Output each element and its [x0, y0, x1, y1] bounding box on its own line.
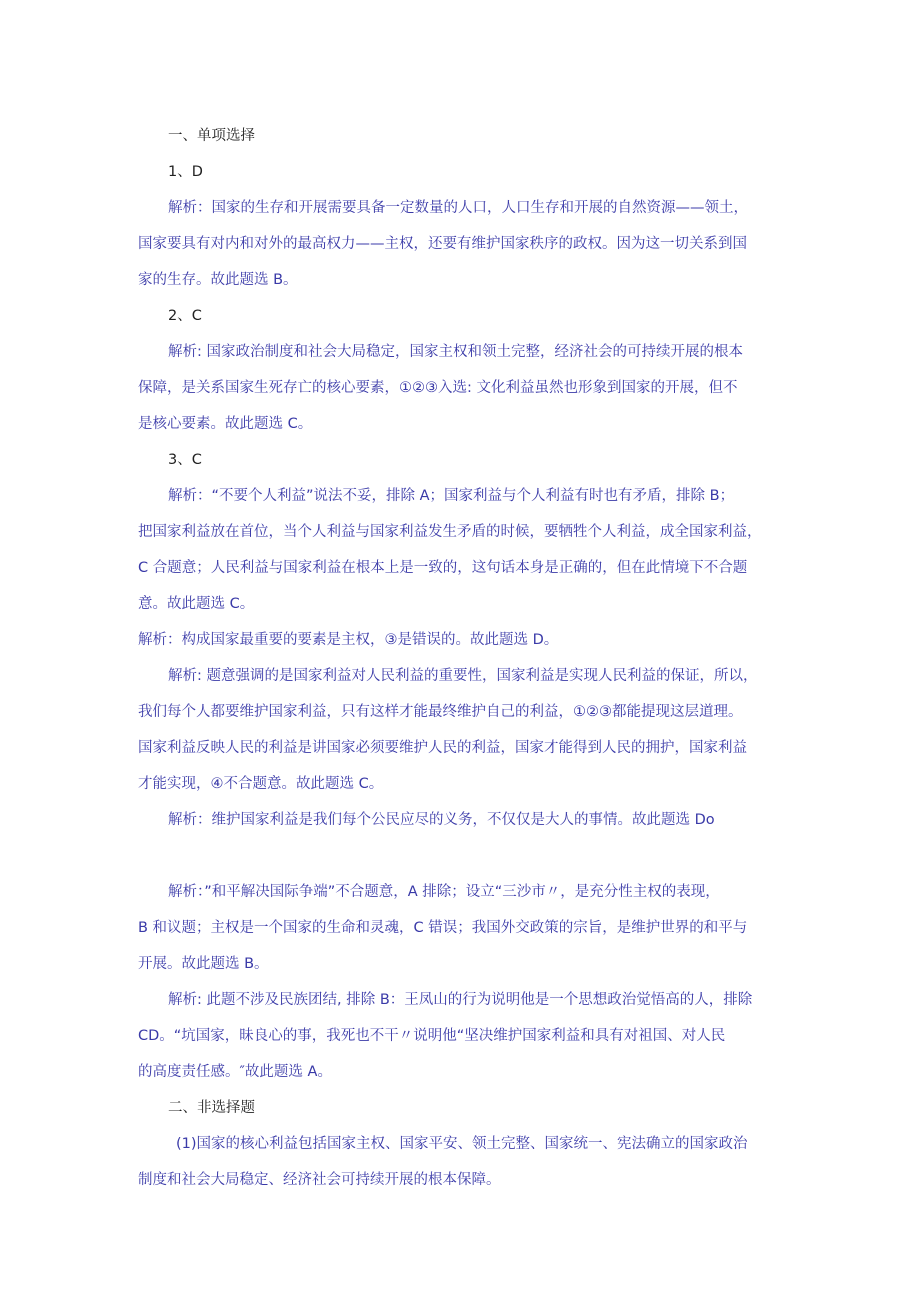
answer-line: (1)国家的核心利益包括国家主权、国家平安、领土完整、国家统一、宪法确立的国家政治: [176, 1136, 748, 1152]
question-1-explanation: [138, 190, 788, 298]
question-3-answer: 3、C: [168, 452, 202, 468]
question-4-explanation: 解析：构成国家最重要的要素是主权，③是错误的。故此题选 D。: [138, 632, 559, 648]
explanation-line: 解析：国家的生存和开展需要具备一定数量的人口，人口生存和开展的自然资源——领土，: [168, 200, 748, 216]
section-title-non-choice: 二、非选择题: [168, 1100, 255, 1116]
explanation-line: CD。“坑国家，昧良心的事，我死也不干〃说明他“坚决维护国家利益和具有对祖国、对人民: [138, 1028, 726, 1044]
explanation-line: 解析: 题意强调的是国家利益对人民利益的重要性，国家利益是实现人民利益的保证，所以，: [168, 668, 758, 684]
answer-line: 制度和社会大局稳定、经济社会可持续开展的根本保障。: [138, 1172, 501, 1188]
question-2-explanation: [138, 334, 788, 442]
explanation-line: 才能实现，④不合题意。故此题选 C。: [138, 776, 384, 792]
explanation-line: 是核心要素。故此题选 C。: [138, 416, 313, 432]
explanation-line: 解析：“不要个人利益”说法不妥，排除 A；国家利益与个人利益有时也有矛盾，排除 B；: [168, 488, 735, 504]
explanation-line: 把国家利益放在首位，当个人利益与国家利益发生矛盾的时候，要牺牲个人利益，成全国家利益，: [138, 524, 762, 540]
blank-gap: [138, 838, 788, 874]
question-2-answer: 2、C: [168, 308, 202, 324]
document-page: [138, 118, 788, 1198]
explanation-line: B 和议题；主权是一个国家的生命和灵魂，C 错误；我国外交政策的宗旨，是维护世界的和平与: [138, 920, 748, 936]
explanation-line: 国家要具有对内和对外的最高权力——主权，还要有维护国家秩序的政权。因为这一切关系到国: [138, 236, 747, 252]
question-3-explanation: [138, 478, 788, 622]
question-8-explanation: [138, 982, 788, 1090]
explanation-line: 意。故此题选 C。: [138, 596, 255, 612]
explanation-line: 解析: 此题不涉及民族团结, 排除 B：王凤山的行为说明他是一个思想政治觉悟高的人，排除: [168, 992, 753, 1008]
explanation-line: 家的生存。故此题选 B。: [138, 272, 298, 288]
question-1-answer: 1、D: [168, 164, 203, 180]
section-title-single-choice: 一、单项选择: [168, 128, 255, 144]
question-7-explanation: [138, 874, 788, 982]
explanation-line: 保障，是关系国家生死存亡的核心要素，①②③入选: 文化利益虽然也形象到国家的开展，但不: [138, 380, 738, 396]
explanation-line: 解析：”和平解决国际争端”不合题意，A 排除；设立“三沙市〃，是充分性主权的表现，: [168, 884, 720, 900]
explanation-line: 开展。故此题选 B。: [138, 956, 269, 972]
explanation-line: 我们每个人都要维护国家利益，只有这样才能最终维护自己的利益，①②③都能提现这层道理。: [138, 704, 743, 720]
explanation-line: 国家利益反映人民的利益是讲国家必须要维护人民的利益，国家才能得到人民的拥护，国家利益: [138, 740, 747, 756]
question-6-explanation: 解析：维护国家利益是我们每个公民应尽的义务，不仅仅是大人的事情。故此题选 Do: [168, 812, 715, 828]
explanation-line: C 合题意；人民利益与国家利益在根本上是一致的，这句话本身是正确的，但在此情境下不合题: [138, 560, 748, 576]
explanation-line: 解析: 国家政治制度和社会大局稳定，国家主权和领土完整，经济社会的可持续开展的根本: [168, 344, 743, 360]
explanation-line: 的高度责任感。″故此题选 A。: [138, 1064, 332, 1080]
answer-1: [138, 1126, 788, 1198]
question-5-explanation: [138, 658, 788, 802]
